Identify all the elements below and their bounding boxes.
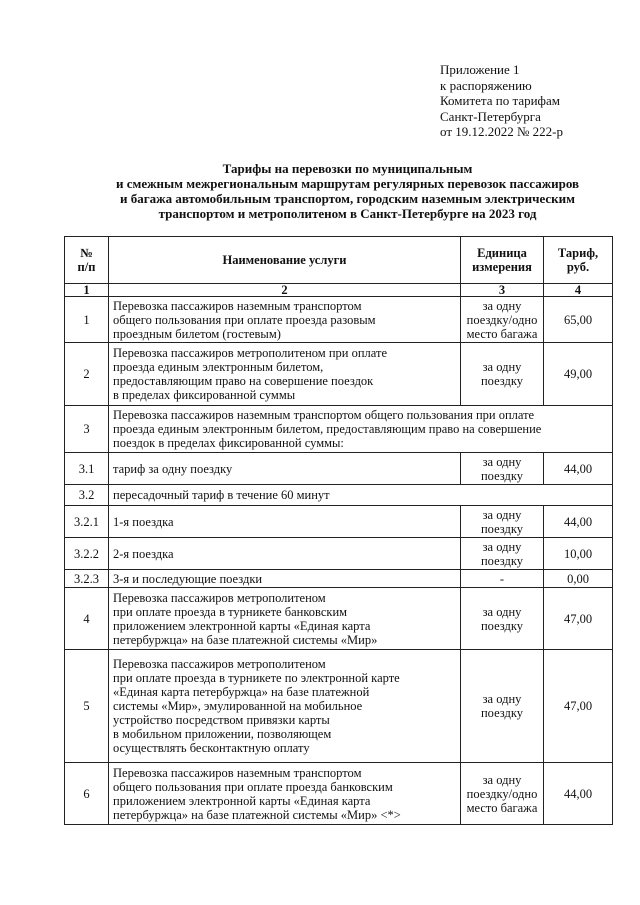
service-name bbox=[109, 343, 461, 406]
header-name: Наименование услуги bbox=[109, 237, 461, 284]
unit-of-measure bbox=[461, 538, 544, 570]
title-line: и багажа автомобильным транспортом, городским наземным электрическим bbox=[120, 191, 575, 206]
unit-of-measure bbox=[461, 297, 544, 343]
service-name-line: осуществлять бесконтактную оплату bbox=[113, 741, 310, 755]
unit-line: за одну bbox=[482, 692, 522, 706]
service-name-line: «Единая карта петербуржца» на базе платежной bbox=[113, 685, 370, 699]
table-row bbox=[65, 343, 613, 406]
appendix-block bbox=[440, 62, 563, 140]
row-number: 6 bbox=[65, 763, 109, 825]
service-name bbox=[109, 406, 613, 453]
unit-of-measure bbox=[461, 343, 544, 406]
service-name-line: в мобильном приложении, позволяющем bbox=[113, 727, 332, 741]
service-name-line: 3-я и последующие поездки bbox=[113, 571, 263, 586]
table-header-row bbox=[65, 237, 613, 284]
column-index: 1 bbox=[65, 284, 109, 297]
header-price-line2: руб. bbox=[566, 260, 590, 274]
unit-of-measure bbox=[461, 570, 544, 588]
unit-of-measure bbox=[461, 506, 544, 538]
row-number: 4 bbox=[65, 588, 109, 650]
tariff-table bbox=[64, 236, 613, 825]
tariff-price: 65,00 bbox=[544, 297, 613, 343]
service-name-line: пересадочный тариф в течение 60 минут bbox=[113, 488, 330, 502]
service-name-line: в пределах фиксированной суммы bbox=[113, 388, 296, 402]
row-number: 5 bbox=[65, 650, 109, 763]
service-name-line: 2-я поездка bbox=[113, 546, 174, 561]
unit-line: за одну bbox=[482, 454, 522, 469]
service-name-line: Перевозка пассажиров наземным транспортом bbox=[113, 298, 362, 313]
unit-line: место багажа bbox=[466, 800, 538, 815]
title-line: и смежным межрегиональным маршрутам регулярных перевозок пассажиров bbox=[115, 176, 580, 191]
unit-line: поездку/одно bbox=[466, 786, 538, 801]
tariff-table-body bbox=[65, 297, 613, 825]
unit-line: поездку bbox=[480, 374, 523, 388]
service-name-line: устройство посредством привязки карты bbox=[113, 713, 330, 727]
service-name bbox=[109, 588, 461, 650]
service-name-line: проезда единым электронным билетом, bbox=[113, 360, 324, 374]
column-index: 2 bbox=[109, 284, 461, 297]
tariff-price: 0,00 bbox=[544, 570, 613, 588]
service-name-line: системы «Мир», эмулированной на мобильное bbox=[113, 699, 363, 713]
service-name-line: при оплате проезда в турникете банковским bbox=[113, 604, 348, 619]
service-name bbox=[109, 485, 613, 506]
service-name-line: петербуржца» на базе платежной системы «Мир» <*> bbox=[113, 807, 401, 822]
service-name-line: Перевозка пассажиров метрополитеном при оплате bbox=[113, 346, 388, 360]
service-name-line: Перевозка пассажиров метрополитеном bbox=[113, 657, 326, 671]
unit-line: за одну bbox=[482, 507, 522, 522]
appendix-line: Приложение 1 bbox=[440, 62, 520, 77]
unit-line: за одну bbox=[482, 772, 522, 787]
unit-line: за одну bbox=[482, 604, 522, 619]
row-number: 3.1 bbox=[65, 453, 109, 485]
appendix-line: к распоряжению bbox=[440, 77, 532, 93]
row-number: 3.2 bbox=[65, 485, 109, 506]
unit-of-measure bbox=[461, 588, 544, 650]
unit-line: за одну bbox=[482, 298, 522, 313]
header-price-line1: Тариф, bbox=[557, 246, 599, 260]
unit-of-measure bbox=[461, 650, 544, 763]
row-number: 3.2.2 bbox=[65, 538, 109, 570]
service-name-line: Перевозка пассажиров наземным транспортом общего пользования при оплате bbox=[113, 408, 535, 422]
unit-of-measure bbox=[461, 453, 544, 485]
service-name bbox=[109, 297, 461, 343]
tariff-price: 44,00 bbox=[544, 763, 613, 825]
unit-line: поездку bbox=[480, 553, 523, 568]
table-row bbox=[65, 485, 613, 506]
column-index: 4 bbox=[544, 284, 613, 297]
tariff-price: 10,00 bbox=[544, 538, 613, 570]
header-num bbox=[65, 237, 109, 284]
title-line: транспортом и метрополитеном в Санкт-Петербурге на 2023 год bbox=[158, 206, 537, 221]
table-row bbox=[65, 588, 613, 650]
title-line: Тарифы на перевозки по муниципальным bbox=[222, 161, 473, 176]
service-name-line: поездок в пределах фиксированной суммы: bbox=[113, 436, 344, 450]
service-name bbox=[109, 650, 461, 763]
row-number: 3.2.1 bbox=[65, 506, 109, 538]
service-name-line: Перевозка пассажиров наземным транспортом bbox=[113, 765, 362, 780]
header-price bbox=[544, 237, 613, 284]
service-name-line: при оплате проезда в турникете по электронной карте bbox=[113, 671, 400, 685]
unit-line: за одну bbox=[482, 539, 522, 554]
unit-line: за одну bbox=[482, 360, 522, 374]
service-name bbox=[109, 538, 461, 570]
appendix-line: от 19.12.2022 № 222-р bbox=[440, 124, 563, 139]
row-number: 2 bbox=[65, 343, 109, 406]
row-number: 3 bbox=[65, 406, 109, 453]
unit-line: поездку bbox=[480, 618, 523, 633]
service-name-line: общего пользования при оплате проезда банковским bbox=[113, 779, 393, 794]
service-name-line: приложением электронной карты «Единая карта bbox=[113, 793, 371, 808]
tariff-price: 44,00 bbox=[544, 453, 613, 485]
column-index-row bbox=[65, 284, 613, 297]
table-row bbox=[65, 650, 613, 763]
table-row bbox=[65, 406, 613, 453]
table-row bbox=[65, 453, 613, 485]
appendix-line: Комитета по тарифам bbox=[440, 93, 560, 108]
service-name-line: предоставляющим право на совершение поездок bbox=[113, 374, 374, 388]
tariff-price: 49,00 bbox=[544, 343, 613, 406]
service-name-line: 1-я поездка bbox=[113, 514, 174, 529]
unit-line: поездку bbox=[480, 706, 523, 720]
header-num-line1: № bbox=[80, 246, 93, 260]
service-name-line: Перевозка пассажиров метрополитеном bbox=[113, 590, 326, 605]
header-unit-line1: Единица bbox=[477, 246, 527, 260]
tariff-price: 44,00 bbox=[544, 506, 613, 538]
service-name bbox=[109, 506, 461, 538]
unit-line: поездку bbox=[480, 521, 523, 536]
service-name-line: проезда единым электронным билетом, предоставляющим право на совершение bbox=[113, 422, 542, 436]
header-unit-line2: измерения bbox=[472, 260, 532, 274]
service-name bbox=[109, 763, 461, 825]
unit-of-measure bbox=[461, 763, 544, 825]
service-name bbox=[109, 570, 461, 588]
table-row bbox=[65, 763, 613, 825]
tariff-price: 47,00 bbox=[544, 588, 613, 650]
appendix-line: Санкт-Петербурга bbox=[440, 108, 541, 124]
service-name-line: тариф за одну поездку bbox=[113, 461, 233, 476]
service-name-line: общего пользования при оплате проезда разовым bbox=[113, 312, 376, 327]
service-name-line: проездным билетом (гостевым) bbox=[113, 326, 281, 341]
unit-line: поездку/одно bbox=[466, 312, 538, 327]
table-row bbox=[65, 538, 613, 570]
service-name-line: петербуржца» на базе платежной системы «Мир» bbox=[113, 632, 378, 647]
unit-line: поездку bbox=[480, 468, 523, 483]
column-index: 3 bbox=[461, 284, 544, 297]
unit-line: - bbox=[499, 571, 505, 586]
service-name-line: приложением электронной карты «Единая карта bbox=[113, 618, 371, 633]
table-row bbox=[65, 297, 613, 343]
header-unit bbox=[461, 237, 544, 284]
document-title bbox=[70, 161, 625, 221]
row-number: 1 bbox=[65, 297, 109, 343]
row-number: 3.2.3 bbox=[65, 570, 109, 588]
unit-line: место багажа bbox=[466, 326, 538, 341]
header-num-line2: п/п bbox=[77, 260, 96, 274]
tariff-price: 47,00 bbox=[544, 650, 613, 763]
table-row bbox=[65, 570, 613, 588]
table-row bbox=[65, 506, 613, 538]
service-name bbox=[109, 453, 461, 485]
